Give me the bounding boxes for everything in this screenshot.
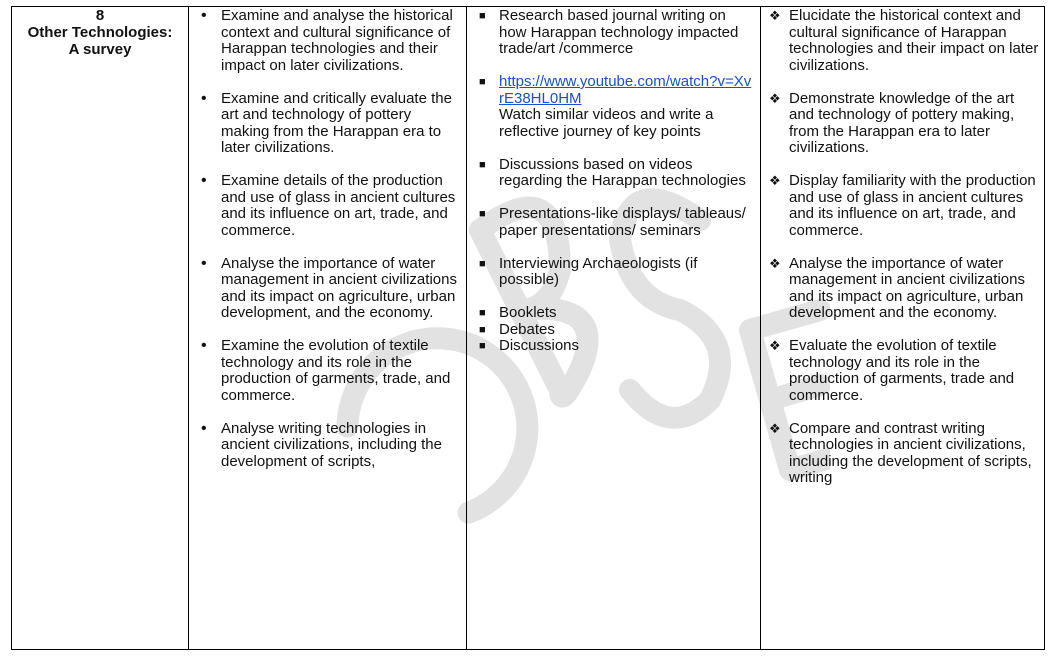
bullet-icon: •	[201, 172, 207, 189]
list-item: ■ Debates	[479, 320, 555, 338]
activities-cell	[467, 7, 760, 649]
syllabus-table	[11, 6, 1045, 650]
outcomes-cell	[761, 7, 1045, 649]
list-item: ❖ Compare and contrast writing technologies in ancient civilizations, including the development of scripts, writing	[769, 419, 1032, 486]
unit-number: 8	[95, 7, 105, 24]
square-bullet-icon: ■	[479, 323, 486, 336]
bullet-icon: •	[201, 89, 207, 107]
list-item: ■ Discussions	[479, 337, 580, 354]
list-item: ■ Booklets	[479, 304, 557, 321]
diamond-bullet-icon: ❖	[769, 173, 781, 188]
list-item	[467, 74, 760, 140]
diamond-bullet-icon: ❖	[769, 8, 781, 23]
list-item: ❖ Demonstrate knowledge of the art and technology of pottery making, from the Harappan era to later civilizations.	[769, 89, 1015, 156]
square-bullet-icon: ■	[479, 257, 486, 270]
square-bullet-icon: ■	[479, 307, 486, 319]
list-item: • Examine and critically evaluate the art and technology of pottery making from the Harappan era to later civilizations.	[201, 89, 452, 156]
list-item: ❖ Display familiarity with the production and use of glass in ancient cultures and its influence on art, trade, and commerce.	[769, 172, 1036, 239]
diamond-bullet-icon: ❖	[769, 338, 781, 353]
unit-title-line1: Other Technologies:	[27, 24, 173, 41]
diamond-bullet-icon: ❖	[769, 420, 781, 436]
list-item: ■ Research based journal writing on how Harappan technology impacted trade/art /commerce	[479, 7, 739, 57]
square-bullet-icon: ■	[479, 76, 486, 88]
list-item: • Examine the evolution of textile technology and its role in the production of garments, trade, and commerce.	[201, 337, 451, 404]
unit-title-line2: A survey	[68, 41, 132, 58]
diamond-bullet-icon: ❖	[769, 255, 781, 271]
bullet-icon: •	[201, 337, 207, 354]
bullet-icon: •	[201, 7, 207, 24]
youtube-link[interactable]: https://www.youtube.com/watch?v=XvrE38HL0HM	[499, 73, 752, 107]
bullet-icon: •	[201, 419, 207, 437]
square-bullet-icon: ■	[479, 340, 486, 352]
list-item: ■ Discussions based on videos regarding the Harappan technologies	[479, 155, 746, 189]
video-note: Watch similar videos and write a reflective journey of key points	[499, 106, 714, 140]
objectives-cell	[189, 7, 466, 649]
square-bullet-icon: ■	[479, 158, 486, 171]
bullet-icon: •	[201, 254, 207, 272]
list-item: ■ Presentations-like displays/ tableaus/ paper presentations/ seminars	[479, 205, 746, 239]
list-item: ❖ Elucidate the historical context and cultural significance of Harappan technologies and their impact on later civilizations.	[769, 7, 1039, 74]
square-bullet-icon: ■	[479, 208, 486, 220]
list-item: ❖ Analyse the importance of water management in ancient civilizations and its impact on agriculture, urban development and the economy.	[769, 254, 1025, 321]
unit-cell	[12, 7, 188, 649]
list-item: • Examine and analyse the historical context and cultural significance of Harappan technologies and their impact on later civilizations.	[201, 7, 453, 74]
list-item: • Examine details of the production and use of glass in ancient cultures and its influence on art, trade, and commerce.	[201, 172, 456, 239]
list-item: • Analyse the importance of water management in ancient civilizations and its impact on agriculture, urban development, and the economy.	[201, 254, 457, 321]
outcomes-list	[761, 8, 1045, 487]
list-item: • Analyse writing technologies in ancient civilizations, including the development of scripts,	[201, 419, 442, 470]
diamond-bullet-icon: ❖	[769, 90, 781, 106]
activities-list	[467, 8, 760, 355]
square-bullet-icon: ■	[479, 10, 486, 22]
objectives-list	[189, 8, 466, 470]
list-item: ❖ Evaluate the evolution of textile technology and its role in the production of garments, trade and commerce.	[769, 337, 1015, 404]
list-item: ■ Interviewing Archaeologists (if possible)	[479, 254, 698, 288]
